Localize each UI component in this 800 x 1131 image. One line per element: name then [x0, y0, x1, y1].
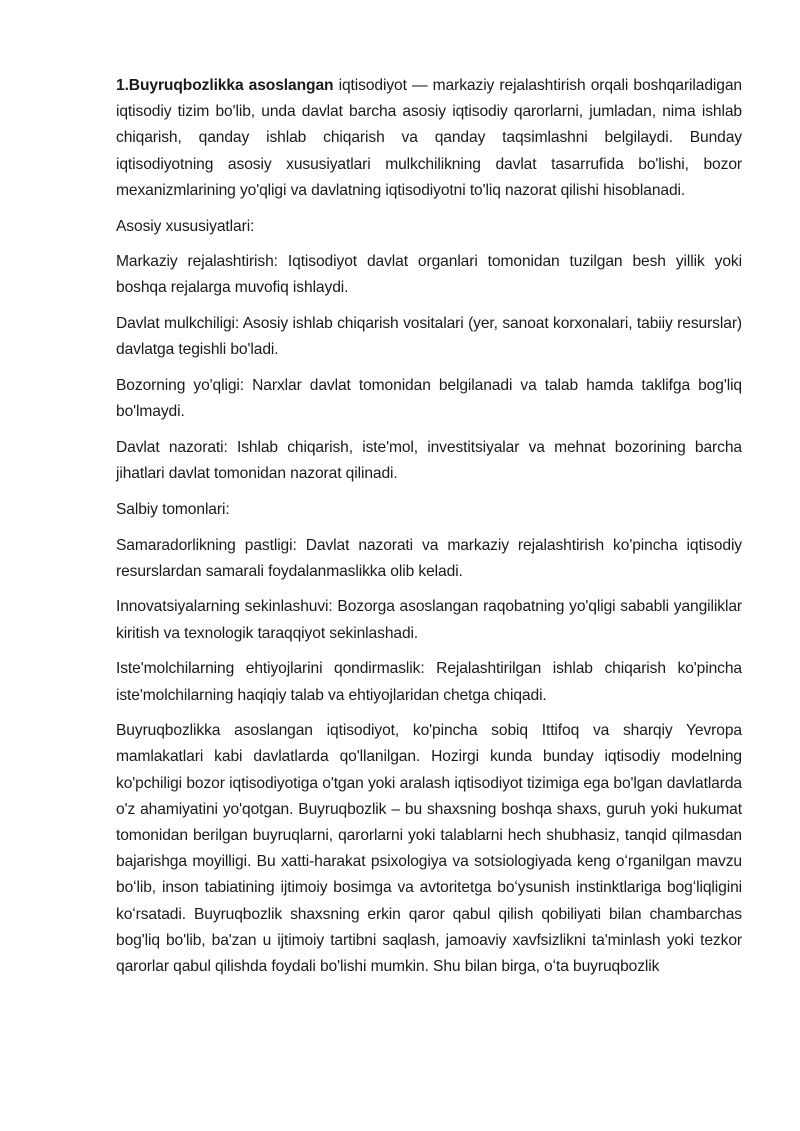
negative-term: Innovatsiyalarning sekinlashuvi:	[116, 598, 333, 616]
negative-paragraph	[116, 594, 742, 646]
closing-paragraph: Buyruqbozlikka asoslangan iqtisodiyot, ko'pincha sobiq Ittifoq va sharqiy Yevropa mamlakatlari kabi davlatlarda qo'llanilgan. Hozirgi kunda bunday iqtisodiy modelning ko'pchiligi bozor iqtisodiyotiga o'tgan yoki aralash iqtisodiyot tizimiga ega bo'lgan davlatlarda o'z ahamiyatini yo'qotgan. Buyruqbozlik – bu shaxsning boshqa shaxs, guruh yoki hukumat tomonidan berilgan buyruqlarni, qarorlarni yoki talablarni hech shubhasiz, tanqid qilmasdan bajarishga moyilligi. Bu xatti-harakat psixologiya va sotsiologiyada keng oʻrganilgan mavzu boʻlib, inson tabiatining ijtimoiy bosimga va avtoritetga boʻysunish instinktlariga bogʻliqligini koʻrsatadi. Buyruqbozlik shaxsning erkin qaror qabul qilish qobiliyati bilan chambarchas bog'liq bo'lib, ba'zan u ijtimoiy tartibni saqlash, jamoaviy xavfsizlikni ta'minlash yoki tezkor qarorlar qabul qilishda foydali bo'lishi mumkin. Shu bilan birga, oʻta buyruqbozlik	[116, 722, 742, 976]
negatives-heading: Salbiy tomonlari:	[116, 500, 230, 518]
negative-paragraph	[116, 656, 742, 708]
negative-term: Iste'molchilarning ehtiyojlarini qondirmaslik:	[116, 660, 425, 678]
intro-paragraph	[116, 73, 742, 204]
negative-text: Davlat nazorati va markaziy rejalashtirish ko'pincha iqtisodiy resurslardan samarali foydalanmaslikka olib keladi.	[116, 536, 742, 580]
feature-text: Narxlar davlat tomonidan belgilanadi va talab hamda taklifga bog'liq bo'lmaydi.	[116, 377, 743, 421]
negative-term: Samaradorlikning pastligi:	[116, 536, 297, 554]
feature-text: Asosiy ishlab chiqarish vositalari (yer, sanoat korxonalari, tabiiy resurslar) davlatga tegishli bo'ladi.	[116, 315, 743, 359]
feature-text: Iqtisodiyot davlat organlari tomonidan tuzilgan besh yillik yoki boshqa rejalarga muvofiq ishlaydi.	[116, 253, 742, 297]
feature-term: Markaziy rejalashtirish:	[116, 253, 278, 271]
feature-paragraph	[116, 249, 742, 301]
negative-text: Bozorga asoslangan raqobatning yo'qligi sababli yangiliklar kiritish va texnologik taraqqiyot sekinlashadi.	[116, 598, 742, 642]
feature-term: Bozorning yo'qligi:	[116, 377, 245, 395]
document-body	[116, 73, 742, 990]
feature-text: Ishlab chiqarish, iste'mol, investitsiyalar va mehnat bozorining barcha jihatlari davlat tomonidan nazorat qilinadi.	[116, 438, 742, 483]
intro-bold-lead: 1.Buyruqbozlikka asoslangan	[116, 77, 334, 94]
negative-paragraph	[116, 533, 742, 585]
feature-paragraph	[116, 373, 742, 425]
feature-term: Davlat mulkchiligi:	[116, 315, 240, 333]
feature-paragraph	[116, 435, 742, 487]
features-heading: Asosiy xususiyatlari:	[116, 217, 255, 235]
feature-paragraph	[116, 311, 742, 363]
feature-term: Davlat nazorati:	[116, 438, 228, 456]
negative-text: Rejalashtirilgan ishlab chiqarish ko'pincha iste'molchilarning haqiqiy talab va ehtiyojlaridan chetga chiqadi.	[116, 660, 743, 704]
intro-text: iqtisodiyot — markaziy rejalashtirish orqali boshqariladigan iqtisodiy tizim bo'lib, unda davlat barcha asosiy iqtisodiy qarorlarni, jumladan, nima ishlab chiqarish, qanday ishlab chiqarish va qanday taqsimlashni belgilaydi. Bunday iqtisodiyotning asosiy xususiyatlari mulkchilikning davlat tasarrufida bo'lishi, bozor mexanizmlarining yo'qligi va davlatning iqtisodiyotni to'liq nazorat qilishi hisoblanadi.	[116, 77, 742, 199]
